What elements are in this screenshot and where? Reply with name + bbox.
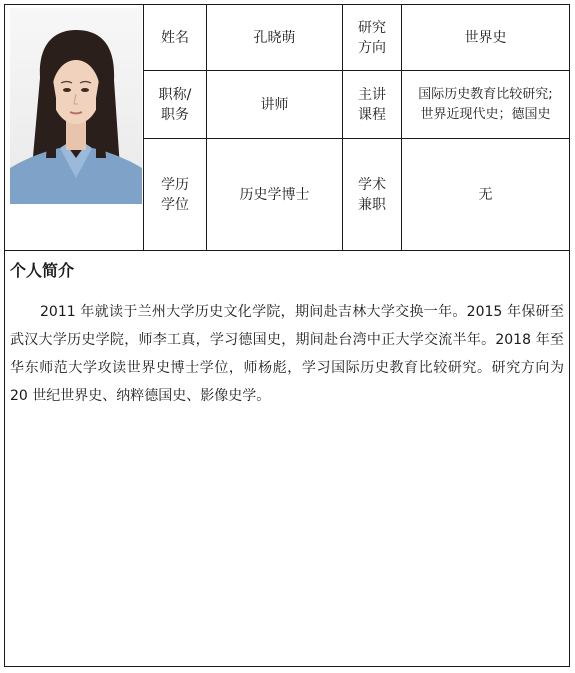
portrait-image	[10, 8, 142, 204]
degree-label: 学历 学位	[161, 176, 189, 213]
field-label: 研究 方向	[358, 19, 386, 56]
intro-text: 2011 年就读于兰州大学历史文化学院，期间赴吉林大学交换一年。2015 年保研至武汉大学历史学院，师李工真，学习德国史，期间赴台湾中正大学交流半年。2018 年至华东师范大学攻读世界史博士学位，师杨彪，学习国际历史教育比较研究。研究方向为 20 世纪世界史、纳粹德国史、影像史学。	[10, 304, 564, 404]
field-value: 世界史	[464, 29, 507, 46]
courses-value: 国际历史教育比较研究; 世界近现代史；德国史	[418, 86, 553, 122]
degree-value: 历史学博士	[239, 186, 310, 203]
name-value: 孔晓萌	[253, 29, 296, 46]
table-divider	[4, 250, 570, 251]
intro-heading: 个人简介	[10, 261, 75, 280]
name-label: 姓名	[161, 29, 189, 46]
parttime-value: 无	[478, 186, 493, 203]
title-label: 职称/ 职务	[158, 86, 192, 123]
courses-label: 主讲 课程	[358, 86, 386, 123]
parttime-label: 学术 兼职	[358, 176, 386, 213]
title-value: 讲师	[260, 96, 289, 113]
profile-photo	[10, 8, 142, 204]
